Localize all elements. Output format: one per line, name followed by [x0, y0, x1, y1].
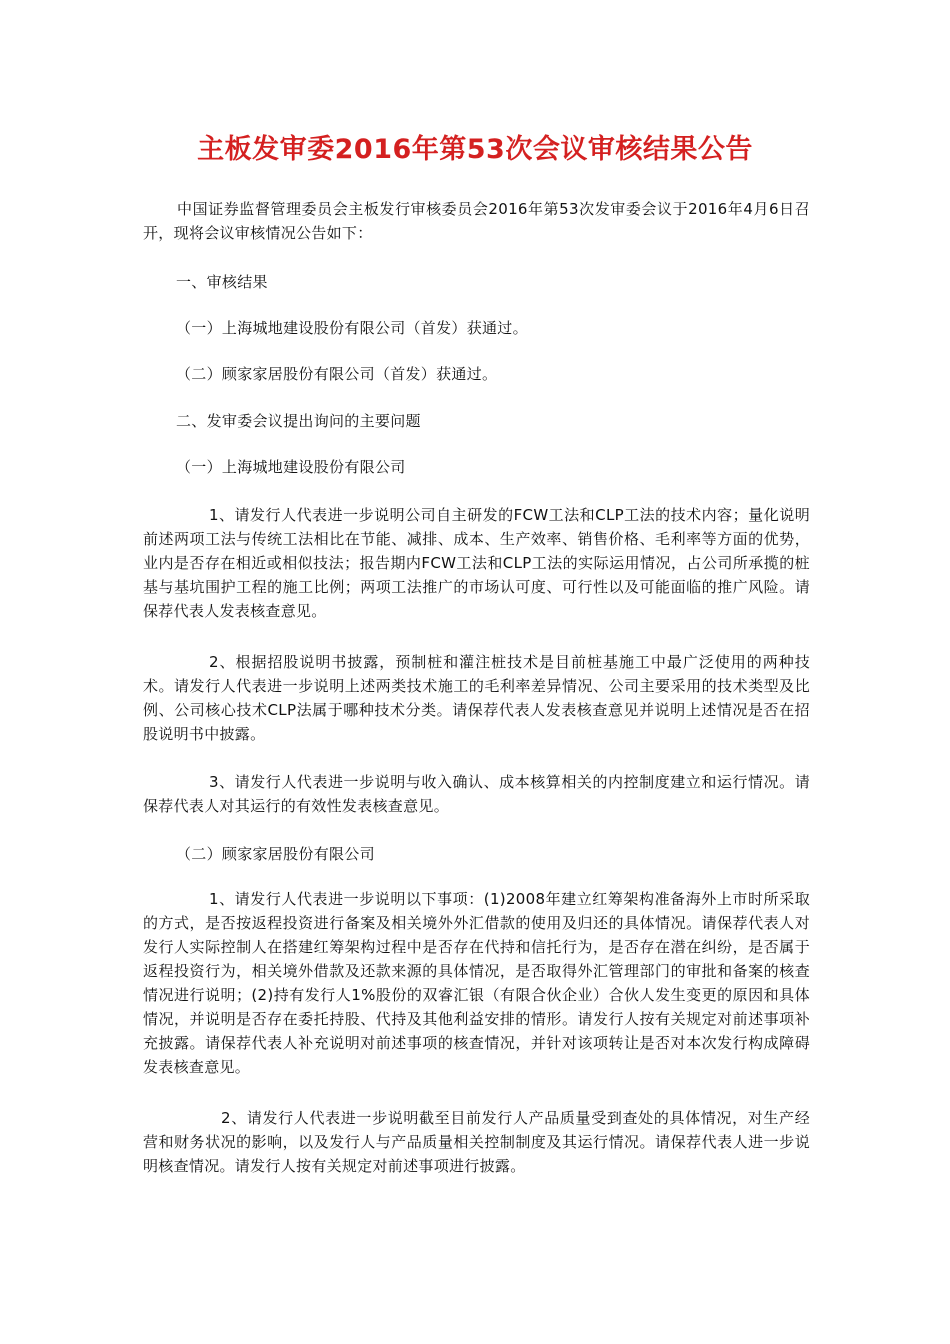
section-heading-results: 一、审核结果 — [176, 273, 268, 291]
intro-paragraph: 中国证券监督管理委员会主板发行审核委员会2016年第53次发审委会议于2016年4月6日召开，现将会议审核情况公告如下： — [143, 200, 810, 242]
page-title: 主板发审委2016年第53次会议审核结果公告 — [197, 134, 753, 165]
result-item-1: （一）上海城地建设股份有限公司（首发）获通过。 — [176, 319, 528, 337]
company2-question-2: 2、请发行人代表进一步说明截至目前发行人产品质量受到查处的具体情况，对生产经营和财务状况的影响，以及发行人与产品质量相关控制制度及其运行情况。请保荐代表人进一步说明核查情况。请发行人按有关规定对前述事项进行披露。 — [143, 1109, 810, 1175]
result-item-2: （二）顾家家居股份有限公司（首发）获通过。 — [176, 365, 498, 383]
company-heading-2: （二）顾家家居股份有限公司 — [176, 845, 375, 863]
company2-question-1: 1、请发行人代表进一步说明以下事项：(1)2008年建立红筹架构准备海外上市时所采取的方式，是否按返程投资进行备案及相关境外外汇借款的使用及归还的具体情况。请保荐代表人对发行人实际控制人在搭建红筹架构过程中是否存在代持和信托行为，是否存在潜在纠纷，是否属于返程投资行为，相关境外借款及还款来源的具体情况，是否取得外汇管理部门的审批和备案的核查情况进行说明；(2)持有发行人1%股份的双睿汇银（有限合伙企业）合伙人发生变更的原因和具体情况，并说明是否存在委托持股、代持及其他利益安排的情形。请发行人按有关规定对前述事项补充披露。请保荐代表人补充说明对前述事项的核查情况，并针对该项转让是否对本次发行构成障碍发表核查意见。 — [143, 890, 810, 1076]
company1-question-1: 1、请发行人代表进一步说明公司自主研发的FCW工法和CLP工法的技术内容；量化说明前述两项工法与传统工法相比在节能、减排、成本、生产效率、销售价格、毛利率等方面的优势，业内是否存在相近或相似技法；报告期内FCW工法和CLP工法的实际运用情况，占公司所承揽的桩基与基坑围护工程的施工比例；两项工法推广的市场认可度、可行性以及可能面临的推广风险。请保荐代表人发表核查意见。 — [143, 506, 810, 620]
company1-question-2: 2、根据招股说明书披露，预制桩和灌注桩技术是目前桩基施工中最广泛使用的两种技术。请发行人代表进一步说明上述两类技术施工的毛利率差异情况、公司主要采用的技术类型及比例、公司核心技术CLP法属于哪种技术分类。请保荐代表人发表核查意见并说明上述情况是否在招股说明书中披露。 — [143, 653, 810, 743]
section-heading-questions: 二、发审委会议提出询问的主要问题 — [176, 412, 421, 430]
company-heading-1: （一）上海城地建设股份有限公司 — [176, 458, 406, 476]
company1-question-3: 3、请发行人代表进一步说明与收入确认、成本核算相关的内控制度建立和运行情况。请保荐代表人对其运行的有效性发表核查意见。 — [143, 773, 810, 815]
